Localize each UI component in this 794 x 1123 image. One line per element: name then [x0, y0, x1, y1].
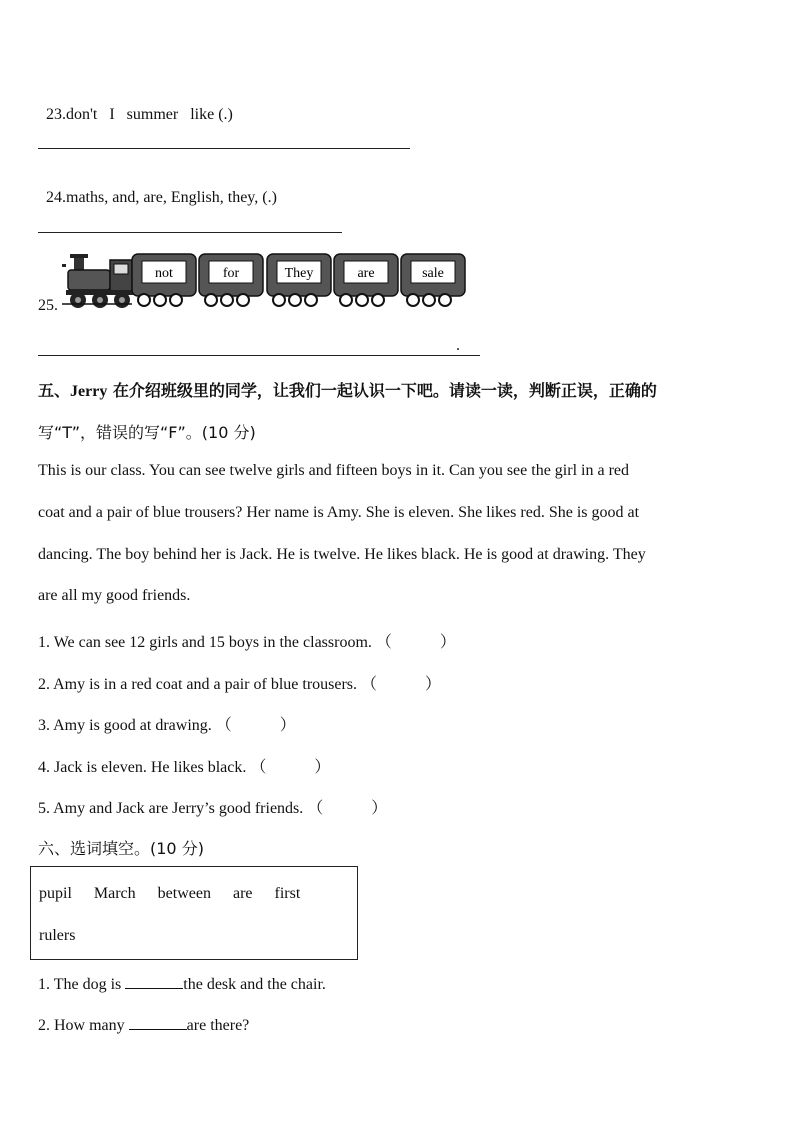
- question-24: [38, 171, 277, 207]
- fill-blank[interactable]: [125, 974, 183, 989]
- word-bank-row-2: [39, 927, 97, 945]
- section-5-heading-line-1: [38, 378, 657, 401]
- car-label-1: not: [155, 266, 173, 281]
- fill-item-1: [38, 974, 326, 994]
- answer-line-25: [38, 355, 480, 356]
- train-car-1: [132, 254, 196, 306]
- question-text: maths, and, are, English, they, (.): [66, 189, 277, 206]
- train-car-2: [199, 254, 263, 306]
- question-number: 24.: [46, 189, 66, 206]
- item-text: 1. The dog is: [38, 976, 126, 993]
- judgement-item-2: [38, 671, 441, 694]
- word-bank-item: rulers: [39, 927, 76, 944]
- item-text: 4. Jack is eleven. He likes black.: [38, 759, 247, 776]
- answer-paren[interactable]: （ ）: [361, 676, 442, 693]
- answer-line-23: [38, 148, 410, 149]
- section-6-heading: 六、选词填空。(10 分): [38, 839, 204, 858]
- train-car-4: [334, 254, 398, 306]
- item-text: 5. Amy and Jack are Jerry’s good friends.: [38, 800, 304, 817]
- passage-line-4: are all my good friends.: [38, 587, 191, 604]
- locomotive-icon: [62, 254, 134, 308]
- judgement-item-5: [38, 795, 387, 818]
- judgement-item-4: [38, 754, 330, 777]
- train-car-5: [401, 254, 465, 306]
- item-text: the desk and the chair.: [183, 976, 326, 993]
- train-car-3: [267, 254, 331, 306]
- section-5-heading-line-2: 写“T”，错误的写“F”。(10 分): [38, 423, 256, 442]
- answer-line-24: [38, 232, 342, 233]
- passage-line-1: This is our class. You can see twelve girls and fifteen boys in it. Can you see the girl in a red: [38, 462, 629, 479]
- end-mark: .: [456, 337, 460, 354]
- judgement-item-1: [38, 629, 456, 652]
- car-label-2: for: [222, 266, 240, 281]
- word-bank-item: are: [232, 885, 253, 902]
- word-bank-row-1: [39, 885, 322, 903]
- judgement-item-3: [38, 712, 296, 735]
- answer-paren[interactable]: （ ）: [307, 800, 388, 817]
- word-bank-item: March: [93, 885, 136, 902]
- word-bank-item: pupil: [39, 885, 72, 902]
- passage-line-2: coat and a pair of blue trousers? Her name is Amy. She is eleven. She likes red. She is good at: [38, 504, 640, 521]
- word-bank: [30, 866, 358, 960]
- car-label-4: are: [357, 266, 375, 281]
- heading-name: Jerry: [70, 383, 108, 400]
- word-bank-item: between: [157, 885, 211, 902]
- item-text: 2. How many: [38, 1017, 129, 1034]
- question-25-number: 25.: [38, 297, 58, 314]
- section-number: 五、: [38, 381, 71, 400]
- car-label-3: They: [284, 266, 314, 281]
- item-text: 1. We can see 12 girls and 15 boys in the classroom.: [38, 634, 372, 651]
- answer-paren[interactable]: （ ）: [250, 759, 331, 776]
- question-text: don't I summer like (.): [66, 106, 233, 123]
- question-number: 23.: [46, 106, 66, 123]
- answer-paren[interactable]: （ ）: [215, 717, 296, 734]
- fill-blank[interactable]: [129, 1015, 187, 1030]
- item-text: 2. Amy is in a red coat and a pair of blue trousers.: [38, 676, 358, 693]
- car-label-5: sale: [422, 266, 444, 281]
- question-23: [38, 88, 233, 124]
- item-text: are there?: [186, 1017, 250, 1034]
- passage-line-3: dancing. The boy behind her is Jack. He is twelve. He likes black. He is good at drawing. They: [38, 546, 646, 563]
- heading-text: 在介绍班级里的同学，让我们一起认识一下吧。请读一读，判断正误，正确的: [107, 381, 657, 400]
- item-text: 3. Amy is good at drawing.: [38, 717, 212, 734]
- word-bank-item: first: [274, 885, 301, 902]
- fill-item-2: [38, 1015, 249, 1035]
- train-illustration: [60, 252, 470, 314]
- answer-paren[interactable]: （ ）: [375, 634, 456, 651]
